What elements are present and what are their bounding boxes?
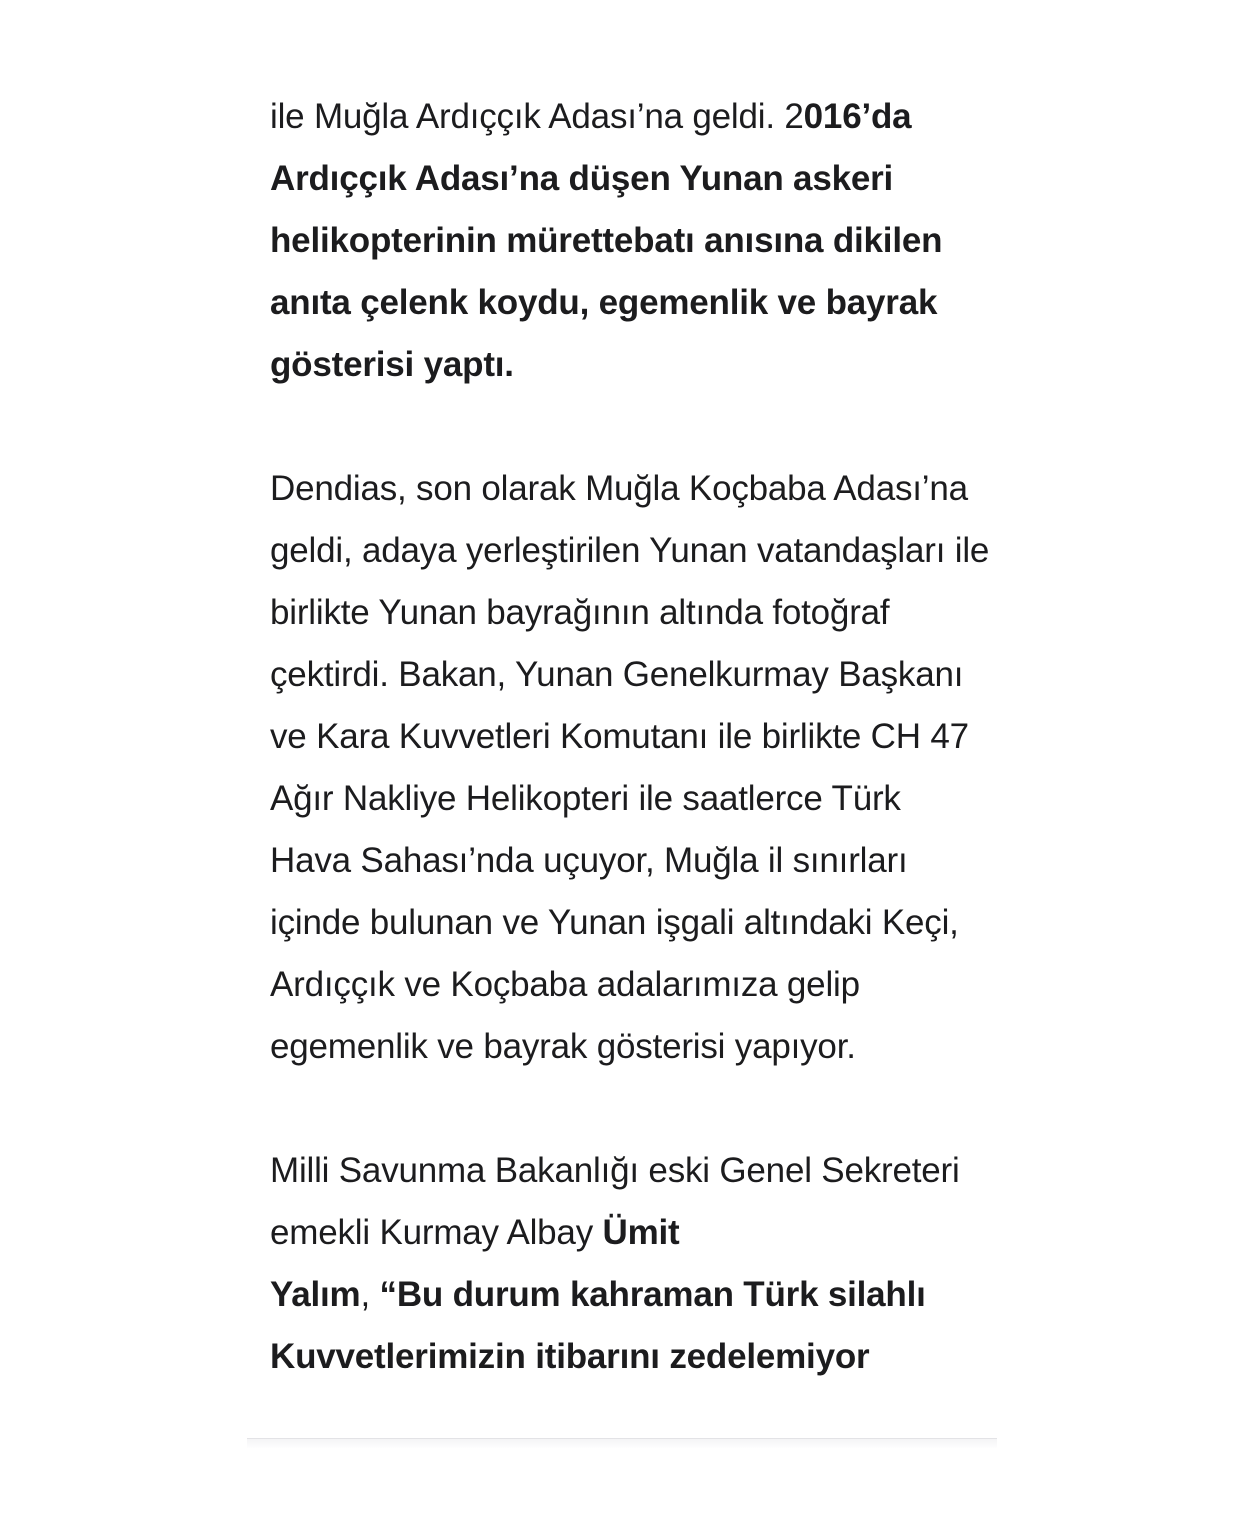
paragraph-bold-text: 016’da Ardıççık Adası’na düşen Yunan askeri helikopterinin mürettebatı anısına dikilen anıta çelenk koydu, egemenlik ve bayrak gösterisi yaptı.	[270, 97, 943, 384]
paragraph-kocbaba-visit	[270, 458, 990, 1078]
quote-text: “Bu durum kahraman Türk silahlı Kuvvetlerimizin itibarını zedelemiyor	[270, 1275, 926, 1376]
paragraph-umit-yalim-quote	[270, 1140, 990, 1388]
person-name-last: Yalım	[270, 1275, 361, 1314]
paragraph-text: Milli Savunma Bakanlığı eski Genel Sekreteri emekli Kurmay Albay	[270, 1151, 960, 1252]
paragraph-helicopter-memorial	[270, 86, 990, 396]
paragraph-text: Dendias, son olarak Muğla Koçbaba Adası’na geldi, adaya yerleştirilen Yunan vatandaşları ile birlikte Yunan bayrağının altında fotoğraf çektirdi. Bakan, Yunan Genelkurmay Başkanı ve Kara Kuvvetleri Komutanı ile birlikte CH 47 Ağır Nakliye Helikopteri ile saatlerce Türk Hava Sahası’nda uçuyor, Muğla il sınırları içinde bulunan ve Yunan işgali altındaki Keçi, Ardıççık ve Koçbaba adalarımıza gelip egemenlik ve bayrak gösterisi yapıyor.	[270, 469, 990, 1066]
person-name-first: Ümit	[602, 1213, 680, 1252]
punctuation-comma: ,	[360, 1275, 380, 1314]
paragraph-text: ile Muğla Ardıççık Adası’na geldi. 2	[270, 97, 804, 136]
bottom-fade	[247, 1439, 997, 1449]
article-body	[270, 86, 990, 1388]
